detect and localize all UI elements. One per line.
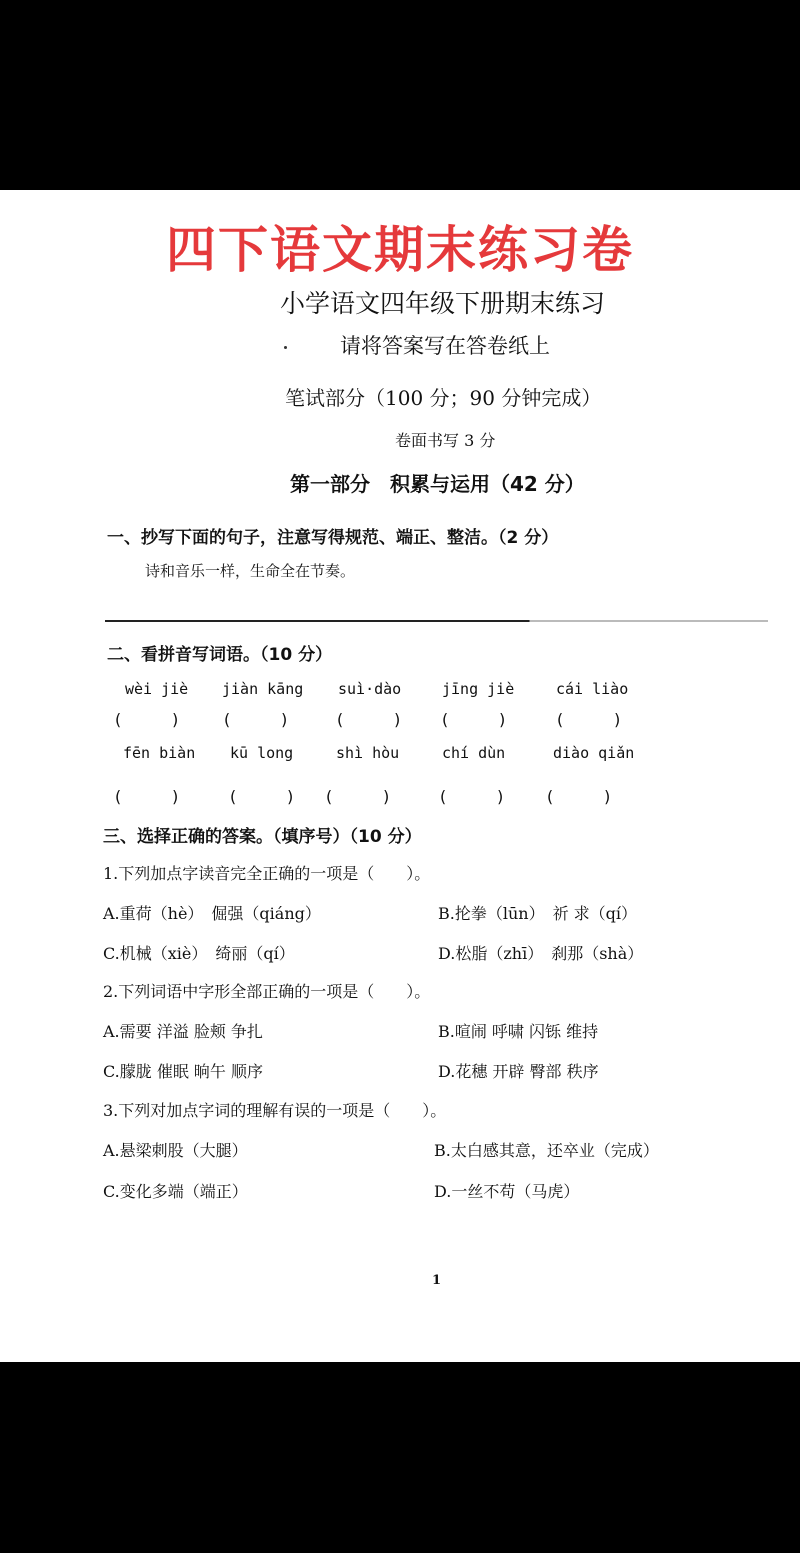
answer-blank-1[interactable]: ( ) xyxy=(113,710,181,729)
answer-blank-4[interactable]: ( ) xyxy=(440,710,508,729)
pinyin-8: shì hòu xyxy=(336,744,400,762)
copy-sentence: 诗和音乐一样，生命全在节奏。 xyxy=(145,562,356,580)
answer-blank-7[interactable]: ( ) xyxy=(228,787,296,806)
section3-title: 三、选择正确的答案。（填序号）（10 分） xyxy=(103,827,422,847)
q3-option-d[interactable]: D.一丝不苟（马虎） xyxy=(434,1182,580,1201)
section2-title: 二、看拼音写词语。（10 分） xyxy=(107,645,333,665)
writing-line xyxy=(105,620,768,622)
part-title: 第一部分 积累与运用（42 分） xyxy=(290,472,585,496)
answer-blank-8[interactable]: ( ) xyxy=(324,787,392,806)
question-3-stem: 3.下列对加点字词的理解有误的一项是（ ）。 xyxy=(103,1101,447,1120)
pinyin-10: diào qiǎn xyxy=(553,744,635,762)
answer-blank-6[interactable]: ( ) xyxy=(113,787,181,806)
q3-option-a[interactable]: A.悬梁刺股（大腿） xyxy=(103,1141,248,1160)
pinyin-4: jīng jiè xyxy=(442,680,515,698)
question-1-stem: 1.下列加点字读音完全正确的一项是（ ）。 xyxy=(103,864,431,883)
pinyin-7: kū long xyxy=(230,744,294,762)
exam-page xyxy=(0,190,800,1362)
q1-option-a[interactable]: A.重荷（hè） 倔强（qiáng） xyxy=(103,904,321,923)
pinyin-6: fēn biàn xyxy=(123,744,196,762)
page-number: 1 xyxy=(432,1273,442,1288)
question-2-stem: 2.下列词语中字形全部正确的一项是（ ）。 xyxy=(103,982,431,1001)
q1-option-c[interactable]: C.机械（xiè） 绮丽（qí） xyxy=(103,944,295,963)
pinyin-2: jiàn kāng xyxy=(222,680,304,698)
answer-blank-2[interactable]: ( ) xyxy=(222,710,290,729)
q2-option-a[interactable]: A.需要 洋溢 脸颊 争扎 xyxy=(103,1022,263,1041)
answer-blank-5[interactable]: ( ) xyxy=(555,710,623,729)
pinyin-5: cái liào xyxy=(556,680,629,698)
q2-option-b[interactable]: B.喧闹 呼啸 闪铄 维持 xyxy=(438,1022,599,1041)
answer-blank-9[interactable]: ( ) xyxy=(438,787,506,806)
exam-subtitle: 小学语文四年级下册期末练习 xyxy=(280,289,606,318)
section1-title: 一、抄写下面的句子，注意写得规范、端正、整洁。（2 分） xyxy=(107,528,559,548)
q1-option-b[interactable]: B.抡拳（lūn） 祈 求（qí） xyxy=(438,904,638,923)
banner-title: 四下语文期末练习卷 xyxy=(166,221,634,279)
instruction: 请将答案写在答卷纸上 xyxy=(340,334,550,358)
stray-dot xyxy=(284,346,287,349)
q1-option-d[interactable]: D.松脂（zhī） 刹那（shà） xyxy=(438,944,644,963)
answer-blank-10[interactable]: ( ) xyxy=(545,787,613,806)
q2-option-c[interactable]: C.朦胧 催眠 晌午 顺序 xyxy=(103,1062,264,1081)
handwriting-score: 卷面书写 3 分 xyxy=(395,431,496,450)
answer-blank-3[interactable]: ( ) xyxy=(335,710,403,729)
q2-option-d[interactable]: D.花穗 开辟 臀部 秩序 xyxy=(438,1062,599,1081)
pinyin-3: suì·dào xyxy=(338,680,402,698)
written-part-info: 笔试部分（100 分；90 分钟完成） xyxy=(285,386,602,410)
q3-option-b[interactable]: B.太白感其意，还卒业（完成） xyxy=(434,1141,659,1160)
q3-option-c[interactable]: C.变化多端（端正） xyxy=(103,1182,248,1201)
pinyin-1: wèi jiè xyxy=(125,680,189,698)
pinyin-9: chí dùn xyxy=(442,744,506,762)
